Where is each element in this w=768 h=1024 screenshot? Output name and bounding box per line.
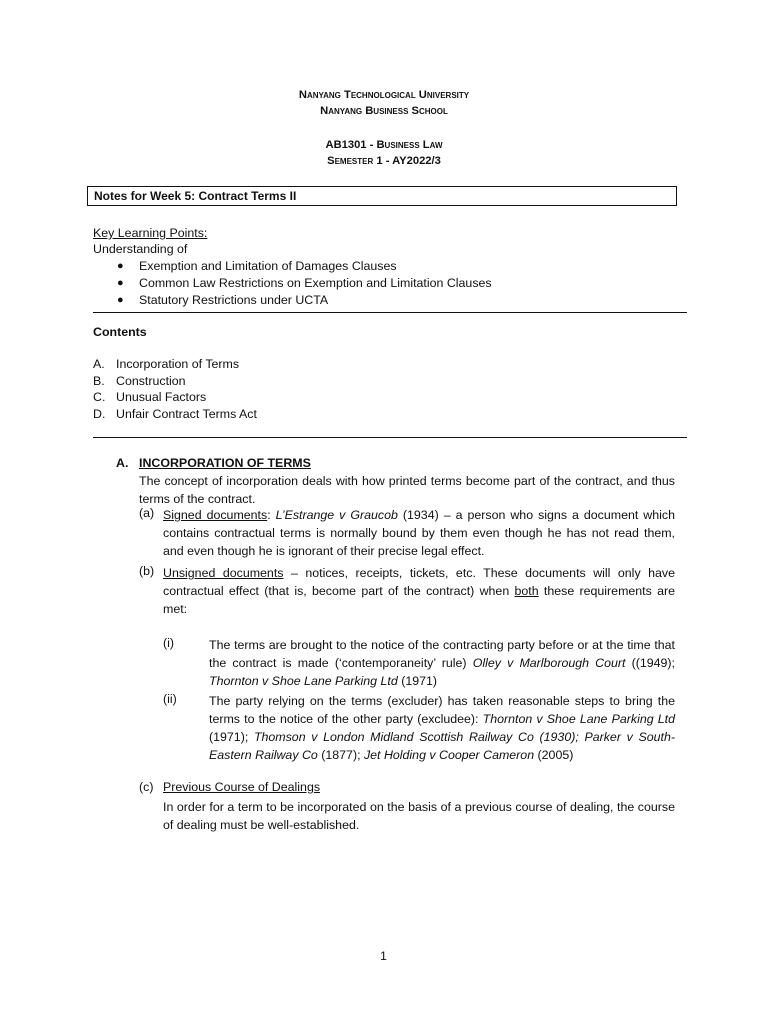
signed-documents-paragraph [163, 506, 675, 560]
case-name: Jet Holding v Cooper Cameron [363, 748, 535, 762]
item-label: (c) [139, 780, 154, 794]
key-learning-heading: Key Learning Points: [93, 226, 208, 240]
bullet-icon: ● [117, 277, 124, 289]
case-name: Thornton v Shoe Lane Parking Ltd [482, 712, 675, 726]
item-label: (b) [139, 564, 155, 578]
signed-documents-heading: Signed documents [163, 508, 268, 522]
notes-title: Notes for Week 5: Contract Terms II [94, 189, 297, 203]
case-name: L’Estrange v Graucob [275, 508, 398, 522]
case-name: Thornton v Shoe Lane Parking Ltd [209, 674, 398, 688]
contents-letter: C. [93, 390, 106, 404]
case-name: Thomson v London Midland Scottish Railway Co (1930); Parker v South-Eastern Railway Co [209, 730, 675, 762]
paragraph-text: (1934) – a person who signs a document which contains contractual terms is normally bound by them even though he has not read them, and even though he is ignorant of their precise legal effect. [163, 508, 675, 558]
sub-item-label: (i) [163, 636, 175, 650]
learning-point: Exemption and Limitation of Damages Clauses [139, 259, 397, 273]
paragraph-text: The terms are brought to the notice of the contracting party before or at the time that the contract is made (‘contemporaneity’ rule) [209, 638, 675, 670]
paragraph-text: (2005) [534, 748, 574, 762]
paragraph-text: (1877); [317, 748, 364, 762]
unsigned-documents-paragraph [163, 564, 675, 618]
learning-point: Statutory Restrictions under UCTA [139, 293, 329, 307]
divider [93, 437, 687, 438]
school-name: Nanyang Business School [320, 105, 448, 117]
section-title: INCORPORATION OF TERMS [139, 456, 311, 470]
contents-item: Unfair Contract Terms Act [116, 407, 257, 421]
case-name: Olley v Marlborough Court [472, 656, 626, 670]
section-intro: The concept of incorporation deals with how printed terms become part of the contract, and thus terms of the contract. [139, 474, 675, 506]
emphasis-both: both [514, 584, 539, 598]
contents-item: Construction [116, 374, 186, 388]
requirement-ii [209, 692, 675, 764]
paragraph-text: these requirements are met: [163, 584, 675, 616]
colon: : [267, 508, 271, 522]
divider [93, 312, 687, 313]
sub-item-label: (ii) [163, 692, 177, 706]
previous-dealings-heading: Previous Course of Dealings [163, 780, 321, 794]
paragraph-text: (1971) [397, 674, 438, 688]
paragraph-text: ((1949); [625, 656, 676, 670]
semester-label: Semester 1 - AY2022/3 [327, 155, 441, 167]
bullet-icon: ● [117, 260, 124, 272]
page-number: 1 [380, 949, 387, 963]
paragraph-text: The party relying on the terms (excluder) has taken reasonable steps to bring the terms to the notice of the other party (excludee): [209, 694, 675, 726]
contents-letter: A. [93, 357, 105, 371]
contents-item: Unusual Factors [116, 390, 207, 404]
bullet-icon: ● [117, 294, 124, 306]
item-label: (a) [139, 506, 155, 520]
contents-letter: B. [93, 374, 105, 388]
contents-item: Incorporation of Terms [116, 357, 240, 371]
contents-letter: D. [93, 407, 106, 421]
paragraph-text: – notices, receipts, tickets, etc. These documents will only have contractual effect (that is, become part of the contract) when [163, 566, 675, 598]
university-name: Nanyang Technological University [298, 89, 470, 101]
requirement-i [209, 636, 675, 690]
section-letter: A. [116, 456, 129, 470]
course-title: AB1301 - Business Law [325, 139, 443, 151]
learning-point: Common Law Restrictions on Exemption and Limitation Clauses [139, 276, 492, 290]
previous-dealings-text: In order for a term to be incorporated on the basis of a previous course of dealing, the course of dealing must be well-established. [163, 800, 675, 832]
unsigned-documents-heading: Unsigned documents [163, 566, 284, 580]
paragraph-text: (1971); [209, 730, 254, 744]
key-learning-intro: Understanding of [93, 242, 188, 256]
contents-heading: Contents [93, 325, 147, 339]
notes-title-box [87, 186, 677, 206]
